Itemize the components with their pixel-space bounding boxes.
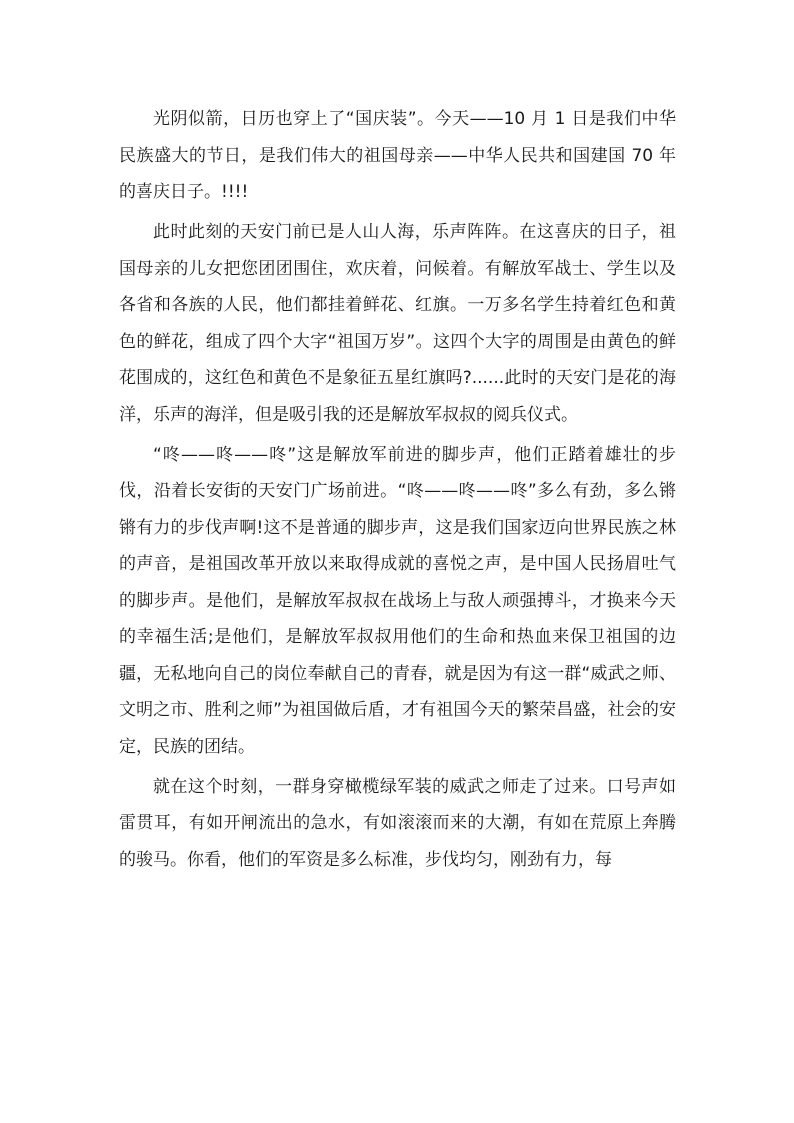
paragraph-4: 就在这个时刻，一群身穿橄榄绿军装的威武之师走了过来。口号声如雷贯耳，有如开闸流出的急水，有如滚滚而来的大潮，有如在荒原上奔腾的骏马。你看，他们的军资是多么标准，步伐均匀，刚劲有力，每 — [119, 776, 676, 870]
paragraph-2: 此时此刻的天安门前已是人山人海，乐声阵阵。在这喜庆的日子，祖国母亲的儿女把您团团围住，欢庆着，问候着。有解放军战士、学生以及各省和各族的人民，他们都挂着鲜花、红旗。一万多名学生持着红色和黄色的鲜花，组成了四个大字“祖国万岁”。这四个大字的周围是由黄色的鲜花围成的，这红色和黄色不是象征五星红旗吗?......此时的天安门是花的海洋，乐声的海洋，但是吸引我的还是解放军叔叔的阅兵仪式。 — [119, 222, 676, 425]
paragraph-1: 光阴似箭，日历也穿上了“国庆装”。今天——10 月 1 日是我们中华民族盛大的节日，是我们伟大的祖国母亲——中华人民共和国建国 70 年的喜庆日子。!!!! — [119, 109, 676, 202]
document-body — [119, 101, 676, 882]
paragraph-3: “咚——咚——咚”这是解放军前进的脚步声，他们正踏着雄壮的步伐，沿着长安街的天安门广场前进。“咚——咚——咚”多么有劲，多么锵锵有力的步伐声啊!这不是普通的脚步声，这是我们国家迈向世界民族之林的声音，是祖国改革开放以来取得成就的喜悦之声，是中国人民扬眉吐气的脚步声。是他们，是解放军叔叔在战场上与敌人顽强搏斗，才换来今天的幸福生活;是他们，是解放军叔叔用他们的生命和热血来保卫祖国的边疆，无私地向自己的岗位奉献自己的青春，就是因为有这一群“威武之师、文明之市、胜利之师”为祖国做后盾，才有祖国今天的繁荣昌盛，社会的安定，民族的团结。 — [119, 444, 676, 757]
